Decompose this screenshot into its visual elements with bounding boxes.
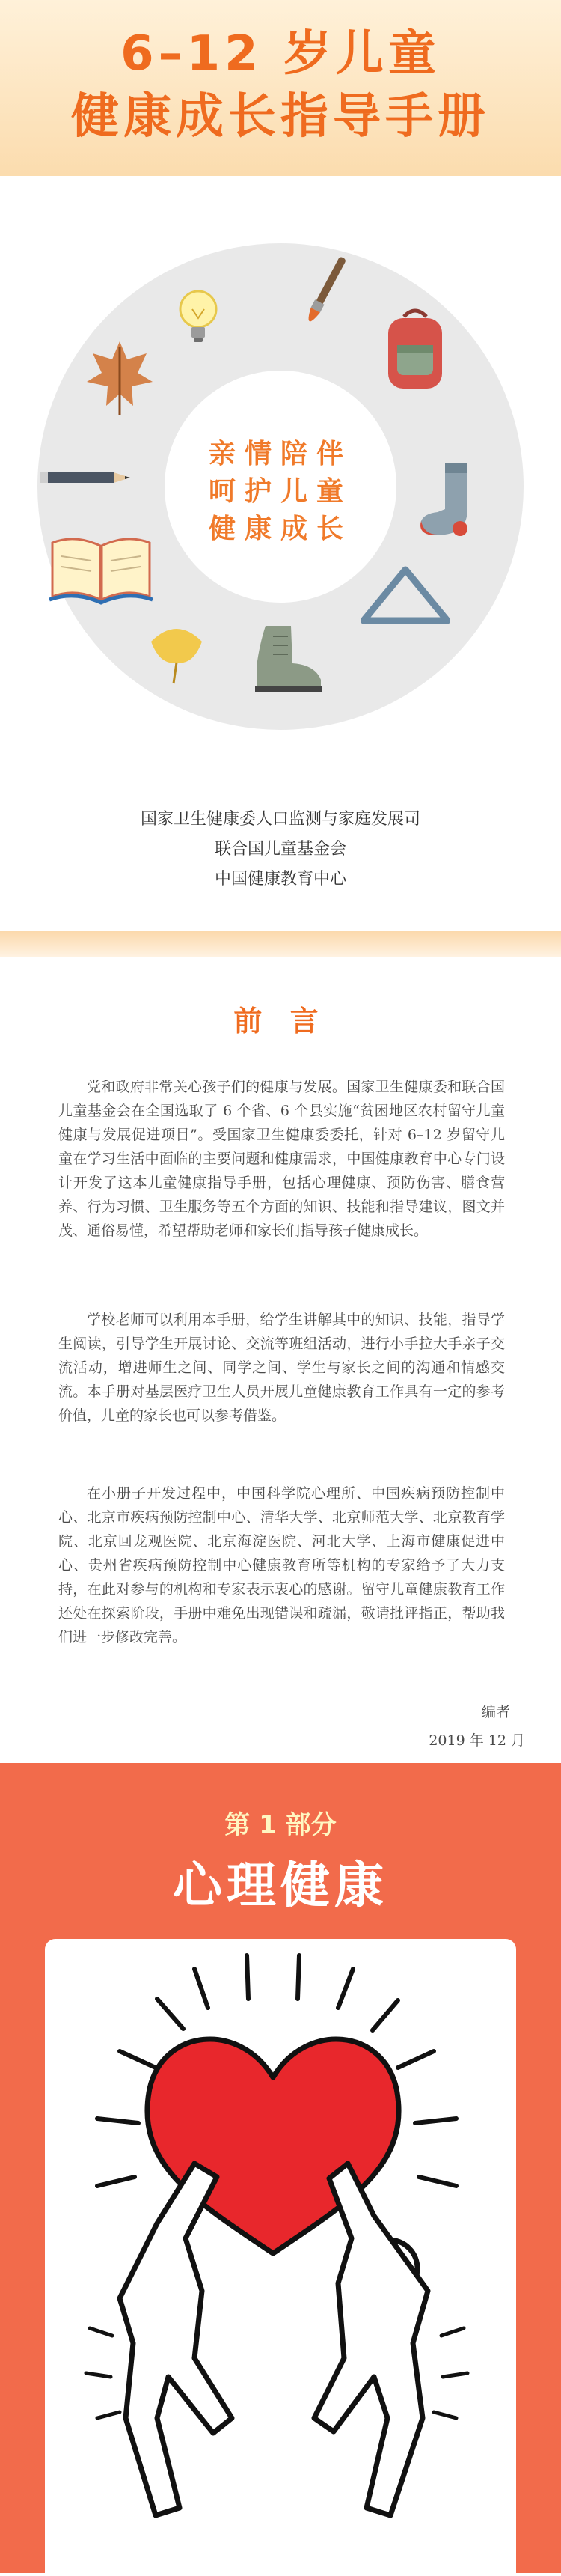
lightbulb-icon <box>176 287 221 347</box>
preface-title: 前 言 <box>233 1005 328 1038</box>
slogan-line-3: 健康成长 <box>208 513 352 544</box>
organization-name: 中国健康教育中心 <box>214 870 346 889</box>
title-line-1: 6–12 岁儿童 <box>120 26 441 82</box>
preface-date: 2019 年 12 月 <box>429 1732 525 1749</box>
title-line-2: 健康成长指导手册 <box>71 89 490 144</box>
leaf-icon <box>84 337 156 419</box>
slogan-line-2: 呵护儿童 <box>208 475 352 507</box>
paintbrush-icon <box>290 249 358 339</box>
preface-section <box>0 957 561 1763</box>
boot-icon <box>243 621 325 696</box>
preface-paragraph: 学校老师可以利用本手册，给学生讲解其中的知识、技能，指导学生阅读，引导学生开展讨论、交流等班组活动，进行小手拉大手亲子交流活动，增进师生之间、同学之间、学生与家长之间的沟通和情感交流。本手册对基层医疗卫生人员开展儿童健康教育工作具有一定的参考价值，儿童的家长也可以参考借鉴。 <box>58 1312 505 1424</box>
set-square-icon <box>361 565 450 625</box>
preface-paragraph: 党和政府非常关心孩子们的健康与发展。国家卫生健康委和联合国儿童基金会在全国选取了 6 个省、6 个县实施“贫困地区农村留守儿童健康与发展促进项目”。受国家卫生健康委委托，针对 6–12 岁留守儿童在学习生活中面临的主要问题和健康需求，中国健康教育中心专门设计开发了这本儿童健康指导手册，包括心理健康、预防伤害、膳食营养、行为习惯、卫生服务等五个方面的知识、技能和指导建议，图文并茂、通俗易懂，希望帮助老师和家长们指导孩子健康成长。 <box>58 1079 505 1239</box>
backpack-icon <box>378 303 453 393</box>
header-banner <box>0 0 561 176</box>
book-icon <box>45 528 157 606</box>
organization-name: 国家卫生健康委人口监测与家庭发展司 <box>140 810 420 829</box>
organization-list <box>0 805 561 895</box>
ginkgo-leaf-icon <box>147 619 206 686</box>
editor-signature: 编者 <box>481 1704 510 1720</box>
illustration-frame <box>45 1939 516 2573</box>
section-divider <box>0 931 561 957</box>
preface-paragraph: 在小册子开发过程中，中国科学院心理所、中国疾病预防控制中心、北京市疾病预防控制中心、清华大学、北京师范大学、北京教育学院、北京回龙观医院、北京海淀医院、河北大学、上海市健康促进中心、贵州省疾病预防控制中心健康教育所等机构的专家给予了大力支持，在此对参与的机构和专家表示衷心的感谢。留守儿童健康教育工作还处在探索阶段，手册中难免出现错误和疏漏，敬请批评指正，帮助我们进一步修改完善。 <box>58 1485 505 1645</box>
part-label: 第 1 部分 <box>224 1810 337 1840</box>
part-title: 心理健康 <box>173 1857 388 1914</box>
slogan-line-1: 亲情陪伴 <box>208 438 352 469</box>
part-1-section <box>0 1763 561 2573</box>
cover-section <box>0 176 561 932</box>
organization-name: 联合国儿童基金会 <box>214 840 346 859</box>
sock-icon <box>415 457 482 546</box>
two-figures-holding-heart-icon <box>45 1939 516 2573</box>
pencil-icon <box>39 466 136 489</box>
